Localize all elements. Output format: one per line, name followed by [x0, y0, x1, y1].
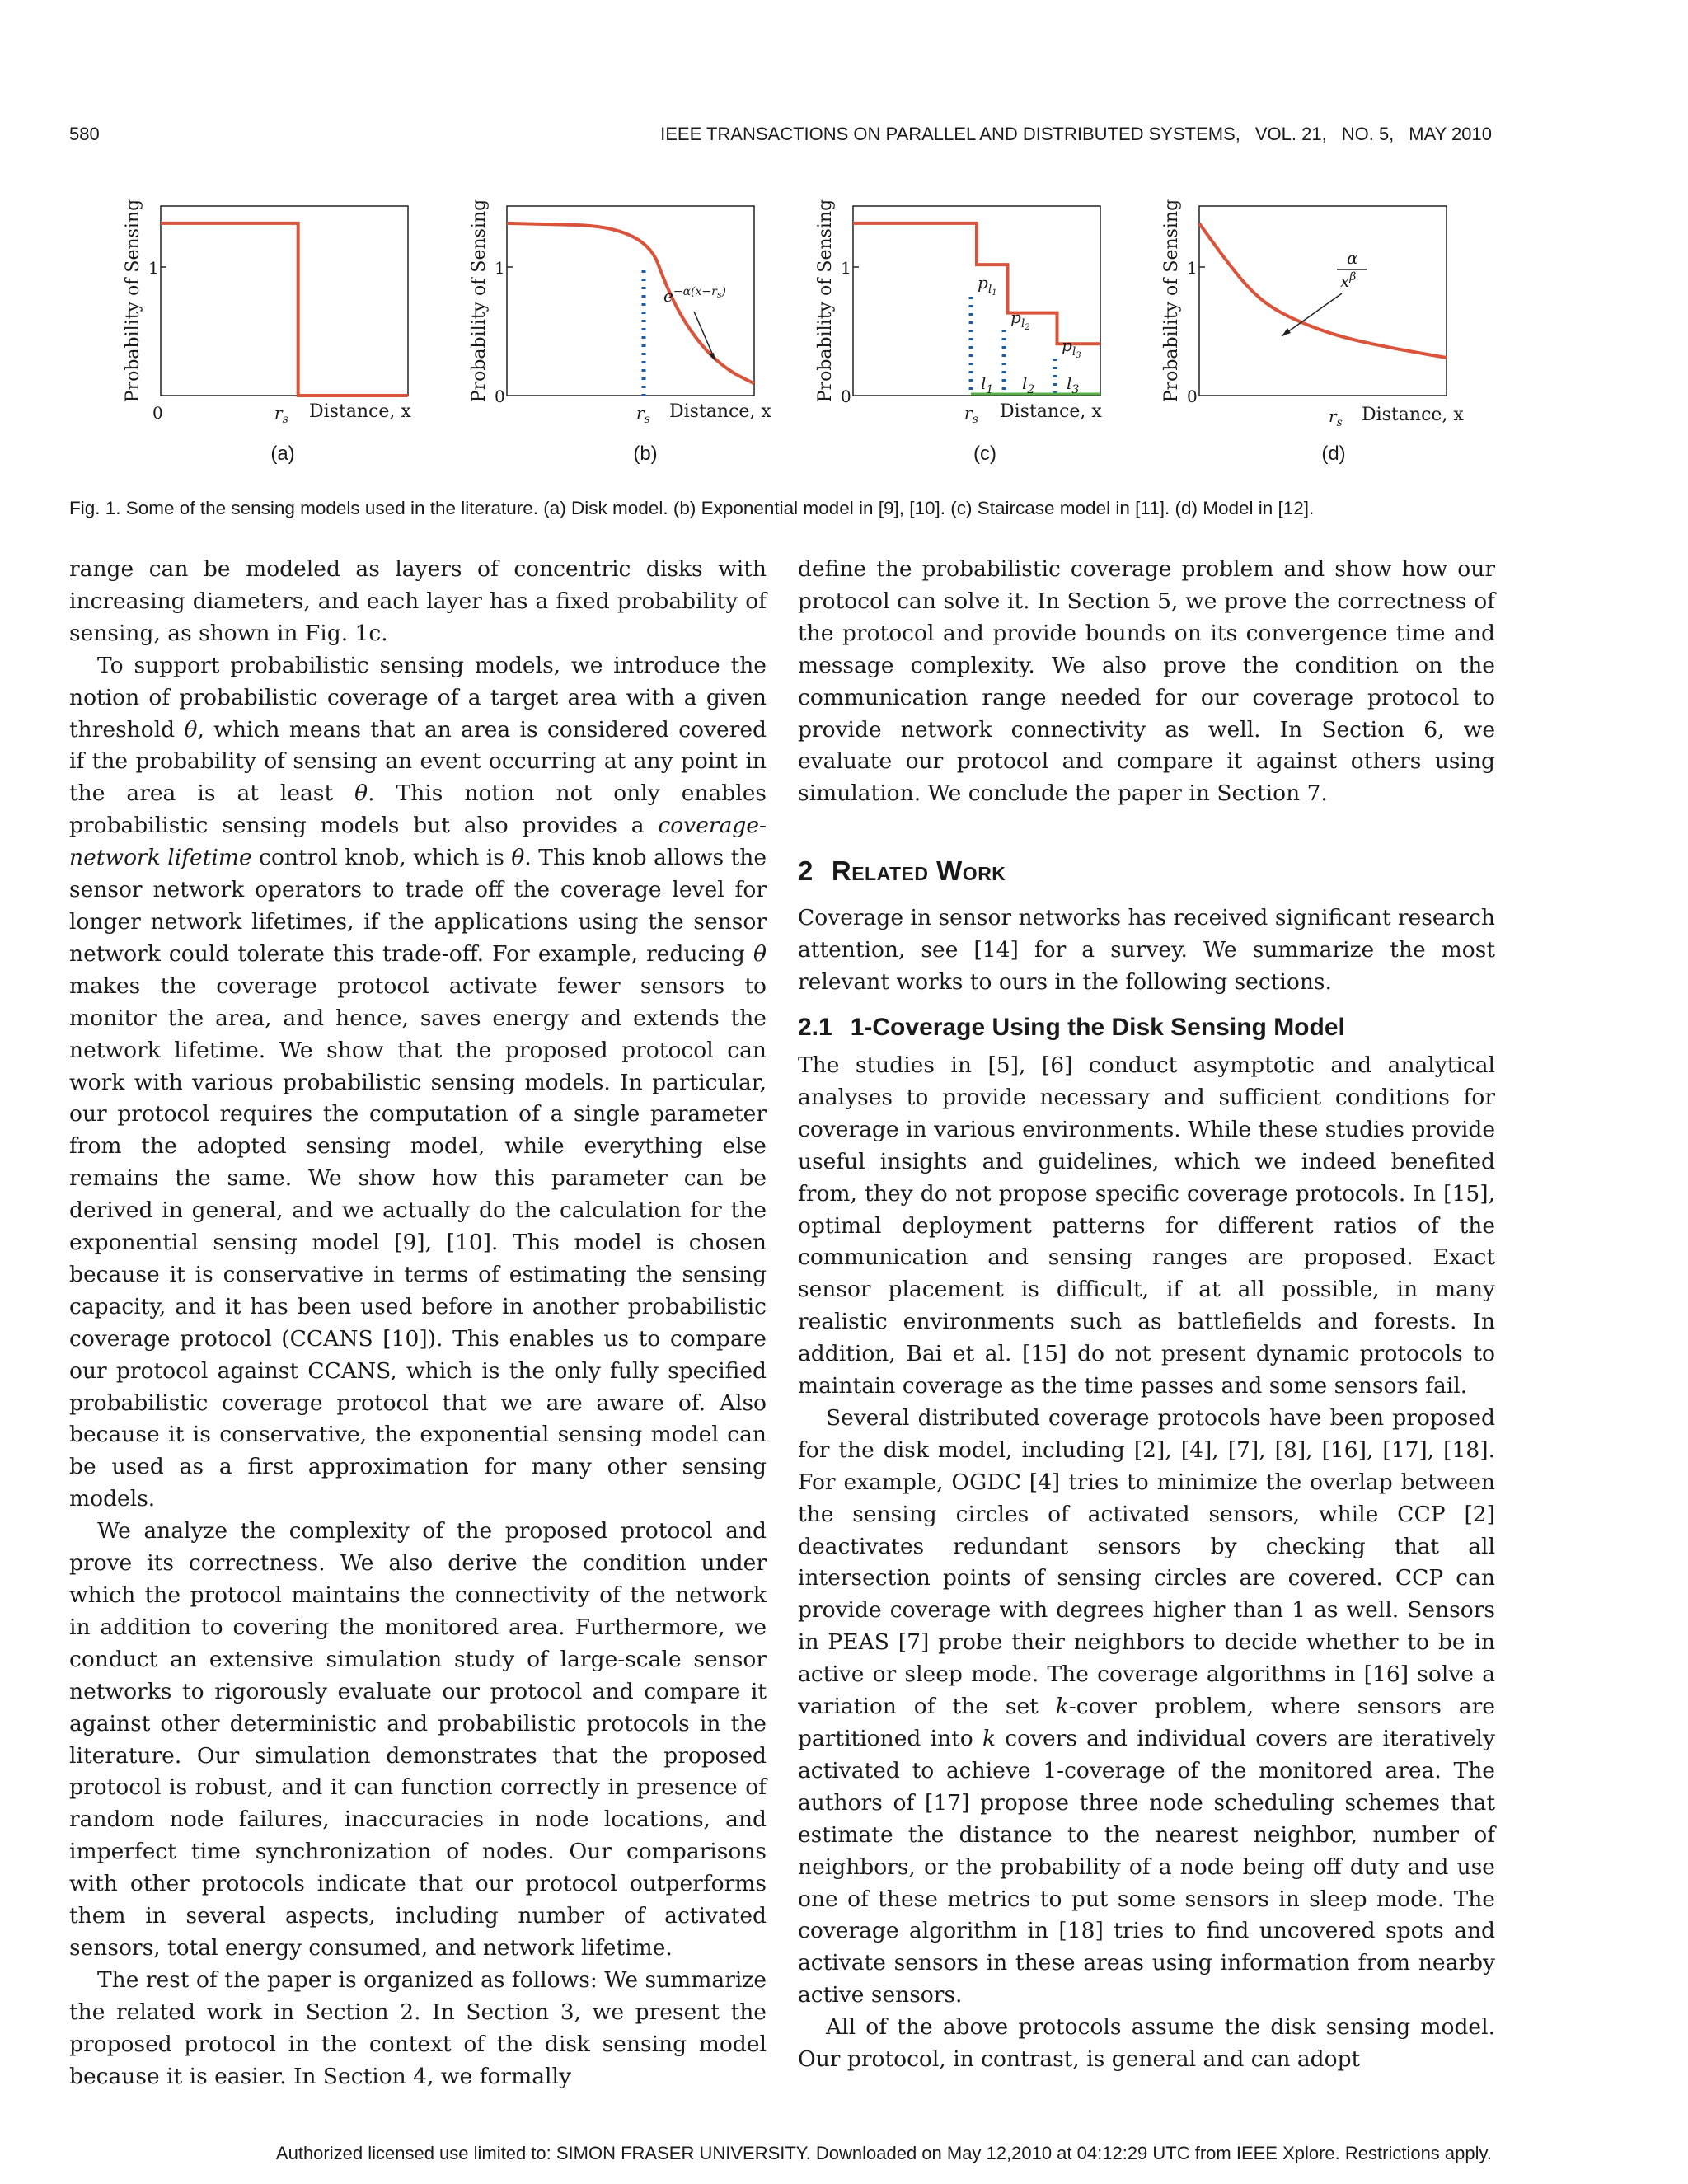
panel-c-chart	[799, 198, 1146, 470]
panel-d-annotation-arrow	[1282, 293, 1342, 336]
figure-panel-c	[799, 198, 1146, 470]
panel-a-xlabel: Distance, x	[309, 401, 411, 422]
panel-c-level-pl2: $p_l2$	[1010, 307, 1030, 332]
panel-d-ytick-label-0: 0	[1187, 387, 1198, 406]
panel-b-ylabel: Probability of Sensing	[469, 199, 490, 403]
subsection-heading: 2.1 1-Coverage Using the Disk Sensing Model	[798, 1013, 1345, 1041]
panel-d-chart	[1146, 198, 1492, 470]
panel-a-xtick-label-rs: $r_s$	[274, 403, 288, 426]
left-paragraph-2: To support probabilistic sensing models, we introduce the notion of probabilistic coverage of a target area with a given threshold θ, which means that an area is considered covered if the probability of sensing an event occurring at any point in the area is at least θ. This notion not only enables probabilistic sensing models but also provides a coverage-network lifetime control knob, which is θ. This knob allows the sensor network operators to trade off the coverage level for longer network lifetimes, if the applications using the sensor network could tolerate this trade-off. For example, reducing θ makes the coverage protocol activate fewer sensors to monitor the area, and hence, saves energy and extends the network lifetime. We show that the proposed protocol can work with various probabilistic sensing models. In particular, our protocol requires the computation of a single parameter from the adopted sensing model, while everything else remains the same. We show how this parameter can be derived in general, and we actually do the calculation for the exponential sensing model [9], [10]. This model is chosen because it is conservative in terms of estimating the sensing capacity, and it has been used before in another probabilistic coverage protocol (CCANS [10]). This enables us to compare our protocol against CCANS, which is the only fully specified probabilistic coverage protocol that we are aware of. Also because it is conservative, the exponential sensing model can be used as a first approximation for many other sensing models.	[69, 652, 767, 1512]
page-number: 580	[69, 124, 100, 144]
panel-b-ytick-label-1: 1	[495, 258, 505, 278]
panel-a-xtick-label-0: 0	[152, 403, 163, 423]
panel-c-curve	[853, 223, 1100, 344]
panel-b-chart	[453, 198, 799, 470]
panel-c-ytick-label-0: 0	[841, 387, 851, 406]
panel-b-ytick-label-0: 0	[495, 387, 505, 406]
panel-a-ytick-label-1: 1	[148, 258, 159, 278]
license-footer: Authorized licensed use limited to: SIMON FRASER UNIVERSITY. Downloaded on May 12,2010 at 04:12:29 UTC from IEEE Xplore. Restrictions apply.	[275, 2143, 1492, 2163]
panel-b-xtick-label-rs: $r_s$	[636, 403, 650, 426]
panel-a-ylabel: Probability of Sensing	[123, 199, 143, 403]
right-paragraph-3: The studies in [5], [6] conduct asymptotic and analytical analyses to provide necessary and sufficient conditions for coverage in various environments. While these studies provide useful insights and guidelines, which we indeed benefited from, they do not propose specific coverage protocols. In [15], optimal deployment patterns for different ratios of the communication and sensing ranges are proposed. Exact sensor placement is difficult, if at all possible, in many realistic environments such as battlefields and forests. In addition, Bai et al. [15] do not present dynamic protocols to maintain coverage as the time passes and some sensors fail.	[798, 1052, 1495, 1399]
panel-d-axes	[1199, 206, 1447, 396]
left-paragraph-4: The rest of the paper is organized as follows: We summarize the related work in Section 2. In Section 3, we present the proposed protocol in the context of the disk sensing model because it is easier. In Section 4, we formally	[69, 1966, 767, 2089]
panel-c-interval-l2: $l_2$	[1022, 373, 1035, 396]
panel-c-ytick-label-1: 1	[841, 258, 851, 278]
panel-c-interval-l3: $l_3$	[1067, 373, 1080, 396]
journal-issue: NO. 5,	[1341, 124, 1395, 144]
panel-c-xtick-label-rs: $r_s$	[964, 403, 978, 426]
panel-b-xlabel: Distance, x	[669, 401, 771, 422]
journal-title	[645, 124, 1492, 145]
figure-panel-b	[453, 198, 799, 470]
panel-d-curve	[1199, 223, 1447, 358]
figure-panel-d	[1146, 198, 1492, 470]
panel-d-ylabel: Probability of Sensing	[1161, 199, 1182, 403]
left-paragraph-3: We analyze the complexity of the proposed protocol and prove its correctness. We also derive the condition under which the protocol maintains the connectivity of the network in addition to covering the monitored area. Furthermore, we conduct an extensive simulation study of large-scale sensor networks to rigorously evaluate our protocol and compare it against other deterministic and probabilistic protocols in the literature. Our simulation demonstrates that the proposed protocol is robust, and it can function correctly in presence of random node failures, inaccuracies in node locations, and imperfect time synchronization of nodes. Our comparisons with other protocols indicate that our protocol outperforms them in several aspects, including number of activated sensors, total energy consumed, and network lifetime.	[69, 1518, 767, 1961]
right-paragraph-2: Coverage in sensor networks has received significant research attention, see [14] for a survey. We summarize the most relevant works to ours in the following sections.	[798, 905, 1495, 996]
panel-d-xlabel: Distance, x	[1362, 405, 1464, 425]
journal-date: MAY 2010	[1409, 124, 1492, 144]
section-heading: 2 Related Work	[798, 855, 1006, 887]
right-paragraph-4: Several distributed coverage protocols have been proposed for the disk model, including [2], [4], [7], [8], [16], [17], [18]. For example, OGDC [4] tries to minimize the overlap between the sensing circles of activated sensors, while CCP [2] deactivates redundant sensors by checking that all intersection points of sensing circles are covered. CCP can provide coverage with degrees higher than 1 as well. Sensors in PEAS [7] probe their neighbors to decide whether to be in active or sleep mode. The coverage algorithms in [16] solve a variation of the set k-cover problem, where sensors are partitioned into k covers and individual covers are iteratively activated to achieve 1-coverage of the monitored area. The authors of [17] propose three node scheduling schemes that estimate the distance to the nearest neighbor, number of neighbors, or the probability of a node being off duty and use one of these metrics to put some sensors in sleep mode. The coverage algorithm in [18] tries to find uncovered spots and activate sensors in these areas using information from nearby active sensors.	[798, 1404, 1496, 2008]
panel-d-arrowhead-icon	[1282, 328, 1291, 336]
right-column	[798, 554, 1495, 2076]
panel-c-interval-l1: $l_1$	[981, 373, 994, 396]
panel-c-level-pl3: $p_l3$	[1062, 335, 1081, 360]
panel-a-curve	[161, 223, 408, 396]
running-header	[69, 124, 1492, 150]
panel-d-xtick-label-rs: $r_s$	[1329, 406, 1343, 429]
panel-b-curve	[507, 223, 754, 383]
panel-c-ylabel: Probability of Sensing	[815, 199, 836, 403]
figure-panel-a	[107, 198, 453, 470]
panel-d-ytick-label-1: 1	[1187, 258, 1198, 278]
journal-volume: VOL. 21,	[1254, 124, 1327, 144]
figure-1	[107, 198, 1464, 470]
panel-a-chart	[107, 198, 453, 470]
panel-d-annotation-alpha: α	[1347, 248, 1358, 268]
left-paragraph-1: range can be modeled as layers of concentric disks with increasing diameters, and each layer has a fixed probability of sensing, as shown in Fig. 1c.	[69, 556, 767, 646]
panel-c-level-pl1: $p_l1$	[978, 273, 997, 298]
panel-d-label: (d)	[1321, 443, 1346, 465]
panel-b-annotation: $e^{-\alpha(x-r}s$)	[663, 285, 726, 306]
panel-b-label: (b)	[633, 443, 658, 465]
journal-name: IEEE TRANSACTIONS ON PARALLEL AND DISTRIBUTED SYSTEMS,	[660, 124, 1240, 144]
emphasis-term: coverage-network lifetime	[69, 813, 767, 871]
panel-a-label: (a)	[270, 443, 295, 465]
panel-a-axes	[161, 206, 408, 396]
right-paragraph-1: define the probabilistic coverage problem and show how our protocol can solve it. In Section 5, we prove the correctness of the protocol and provide bounds on its convergence time and message complexity. We also prove the condition on the communication range needed for our coverage protocol to provide network connectivity as well. In Section 6, we evaluate our protocol and compare it against others using simulation. We conclude the paper in Section 7.	[798, 556, 1495, 807]
figure-caption: Fig. 1. Some of the sensing models used in the literature. (a) Disk model. (b) Exponential model in [9], [10]. (c) Staircase model in [11]. (d) Model in [12].	[69, 498, 1315, 518]
panel-c-xlabel: Distance, x	[1000, 401, 1102, 422]
left-column	[69, 554, 767, 2093]
panel-d-annotation-denominator: $x^\beta$	[1340, 270, 1357, 291]
panel-c-label: (c)	[973, 443, 996, 465]
right-paragraph-5: All of the above protocols assume the disk sensing model. Our protocol, in contrast, is general and can adopt	[798, 2014, 1495, 2073]
